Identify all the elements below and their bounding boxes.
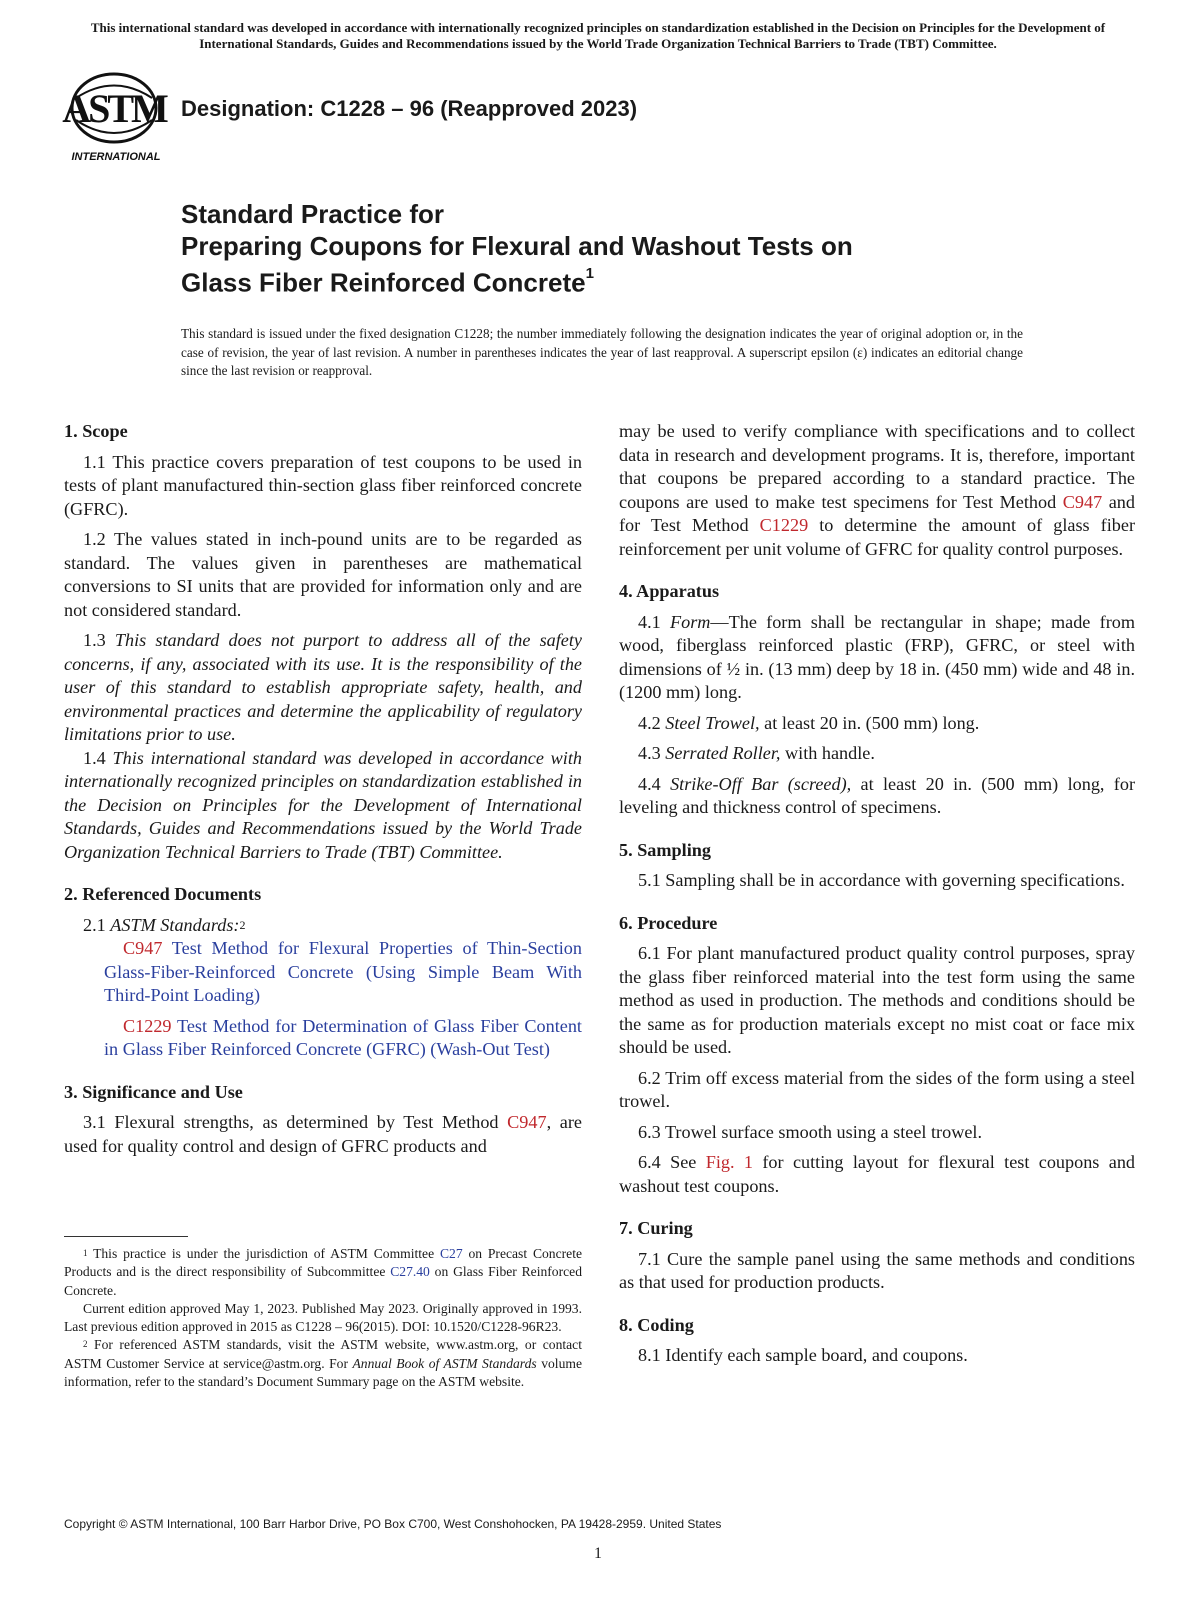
para-4-2: 4.2 Steel Trowel, at least 20 in. (500 mm) long. — [638, 712, 980, 733]
copyright: Copyright © ASTM International, 100 Barr Harbor Drive, PO Box C700, West Conshohocken, PA 19428-2959. United States — [64, 1517, 722, 1531]
designation: Designation: C1228 – 96 (Reapproved 2023) — [181, 96, 638, 121]
footnote-1-edition: Current edition approved May 1, 2023. Published May 2023. Originally approved in 1993. Last previous edition approved in 2015 as C1228 – 96(2015). DOI: 10.1520/C1228-96R23. — [64, 1300, 582, 1335]
footnote-divider — [64, 1236, 188, 1237]
title-line-3: Glass Fiber Reinforced Concrete — [181, 267, 586, 298]
reference-link-c1229[interactable]: C1229 — [123, 1015, 172, 1036]
para-3-1: 3.1 Flexural strengths, as determined by Test Method C947, are used for quality control and design of GFRC products and — [64, 1112, 582, 1156]
reference-c1229[interactable]: C1229 Test Method for Determination of Glass Fiber Content in Glass Fiber Reinforced Concrete (GFRC) (Wash-Out Test) — [104, 1015, 582, 1059]
link-fig-1[interactable]: Fig. 1 — [705, 1152, 754, 1172]
svg-text:INTERNATIONAL: INTERNATIONAL — [71, 151, 161, 163]
footnote-2: $^2$ For referenced ASTM standards, visit the ASTM website, www.astm.org, or contact ASTM Customer Service at service@astm.org. For Annual Book of ASTM Standards volume information, refer to the standard’s Document Summary page on the ASTM website. — [64, 1337, 582, 1390]
link-c27[interactable]: C27 — [439, 1246, 463, 1261]
footnotes — [64, 1245, 582, 1391]
para-3-1-continued: may be used to verify compliance with specifications and to collect data in research and development programs. It is, therefore, important that coupons be prepared according to a standard practice. The coupons are used to make test specimens for Test Method C947 and for Test Method C1229 to determine the amount of glass fiber reinforcement per unit volume of GFRC for quality control purposes. — [619, 421, 1136, 559]
reference-c947[interactable]: C947 Test Method for Flexural Properties of Thin-Section Glass-Fiber-Reinforced Concrete (Using Simple Beam With Third-Point Loading) — [104, 938, 582, 1005]
issue-note: This standard is issued under the fixed designation C1228; the number immediately following the designation indicates the year of original adoption or, in the case of revision, the year of last revision. A number in parentheses indicates the year of last reapproval. A superscript epsilon (ε) indicates an editorial change since the last revision or reapproval. — [181, 326, 1023, 378]
section-heading-procedure: 6. Procedure — [619, 912, 718, 933]
reference-link-c947[interactable]: C947 — [123, 938, 163, 958]
title-line-1: Standard Practice for — [181, 199, 444, 229]
astm-logo — [62, 68, 168, 164]
link-c1229[interactable]: C1229 — [759, 515, 809, 535]
section-heading-scope: 1. Scope — [64, 421, 128, 441]
para-6-4: 6.4 See Fig. 1 for cutting layout for flexural test coupons and washout test coupons. — [619, 1152, 1136, 1196]
link-c947-2[interactable]: C947 — [1062, 491, 1103, 512]
para-1-4: 1.4 This international standard was developed in accordance with internationally recognized principles on standardization established in the Decision on Principles for the Development of International Standards, Guides and Recommendations issued by the World Trade Organization Technical Barriers to Trade (TBT) Committee. — [64, 747, 583, 862]
para-1-1: 1.1 This practice covers preparation of test coupons to be used in tests of plant manufactured thin-section glass fiber reinforced concrete (GFRC). — [64, 451, 582, 519]
link-c27-40[interactable]: C27.40 — [390, 1264, 430, 1280]
section-heading-coding: 8. Coding — [619, 1314, 694, 1335]
svg-text:ASTM: ASTM — [62, 86, 166, 131]
section-heading-apparatus: 4. Apparatus — [619, 581, 720, 601]
section-heading-curing: 7. Curing — [619, 1218, 693, 1238]
para-2-1: 2.1 ASTM Standards:$^2$ — [83, 914, 246, 935]
section-heading-referenced-documents: 2. Referenced Documents — [64, 884, 262, 904]
left-column — [64, 420, 582, 1165]
para-4-3: 4.3 Serrated Roller, with handle. — [638, 743, 875, 763]
para-6-2: 6.2 Trim off excess material from the sides of the form using a steel trowel. — [619, 1067, 1135, 1111]
para-4-1: 4.1 Form—The form shall be rectangular in shape; made from wood, fiberglass reinforced plastic (FRP), GFRC, or steel with dimensions of ½ in. (13 mm) deep by 18 in. (450 mm) wide and 48 in. (1200 mm) long. — [619, 611, 1135, 702]
para-1-3: 1.3 This standard does not purport to address all of the safety concerns, if any, associated with its use. It is the responsibility of the user of this standard to establish appropriate safety, health, and environmental practices and determine the applicability of regulatory limitations prior to use. — [64, 630, 582, 744]
para-1-2: 1.2 The values stated in inch-pound units are to be regarded as standard. The values given in parentheses are mathematical conversions to SI units that are provided for information only and are not considered standard. — [64, 529, 582, 620]
footnote-1: $^1$ This practice is under the jurisdiction of ASTM Committee C27 on Precast Concrete Products and is the direct responsibility of Subcommittee C27.40 on Glass Fiber Reinforced Concrete. — [64, 1246, 583, 1298]
para-7-1: 7.1 Cure the sample panel using the same methods and conditions as that used for production products. — [619, 1248, 1135, 1292]
para-8-1: 8.1 Identify each sample board, and coupons. — [638, 1345, 968, 1365]
section-heading-significance: 3. Significance and Use — [64, 1081, 243, 1102]
section-heading-sampling: 5. Sampling — [619, 839, 711, 860]
para-5-1: 5.1 Sampling shall be in accordance with governing specifications. — [638, 870, 1125, 890]
link-c947[interactable]: C947 — [507, 1112, 547, 1132]
para-6-1: 6.1 For plant manufactured product quality control purposes, spray the glass fiber reinforced material into the test form using the same method as used in production. The methods and conditions should be the same as for production materials except no mist coat or face mix should be used. — [619, 943, 1135, 1057]
title-line-2: Preparing Coupons for Flexural and Washout Tests on — [181, 231, 853, 261]
document-title — [181, 198, 1081, 299]
right-column — [619, 420, 1135, 1375]
para-4-4: 4.4 Strike-Off Bar (screed), at least 20 in. (500 mm) long, for leveling and thickness control of specimens. — [619, 773, 1135, 817]
top-notice: This international standard was developed in accordance with internationally recognized principles on standardization established in the Decision on Principles for the Development of International Standards, Guides and Recommendations issued by the World Trade Organization Technical Barriers to Trade (TBT) Committee. — [90, 20, 1106, 51]
page-number: 1 — [594, 1545, 602, 1562]
title-footnote-mark: 1 — [585, 265, 594, 282]
para-6-3: 6.3 Trowel surface smooth using a steel trowel. — [638, 1121, 982, 1142]
